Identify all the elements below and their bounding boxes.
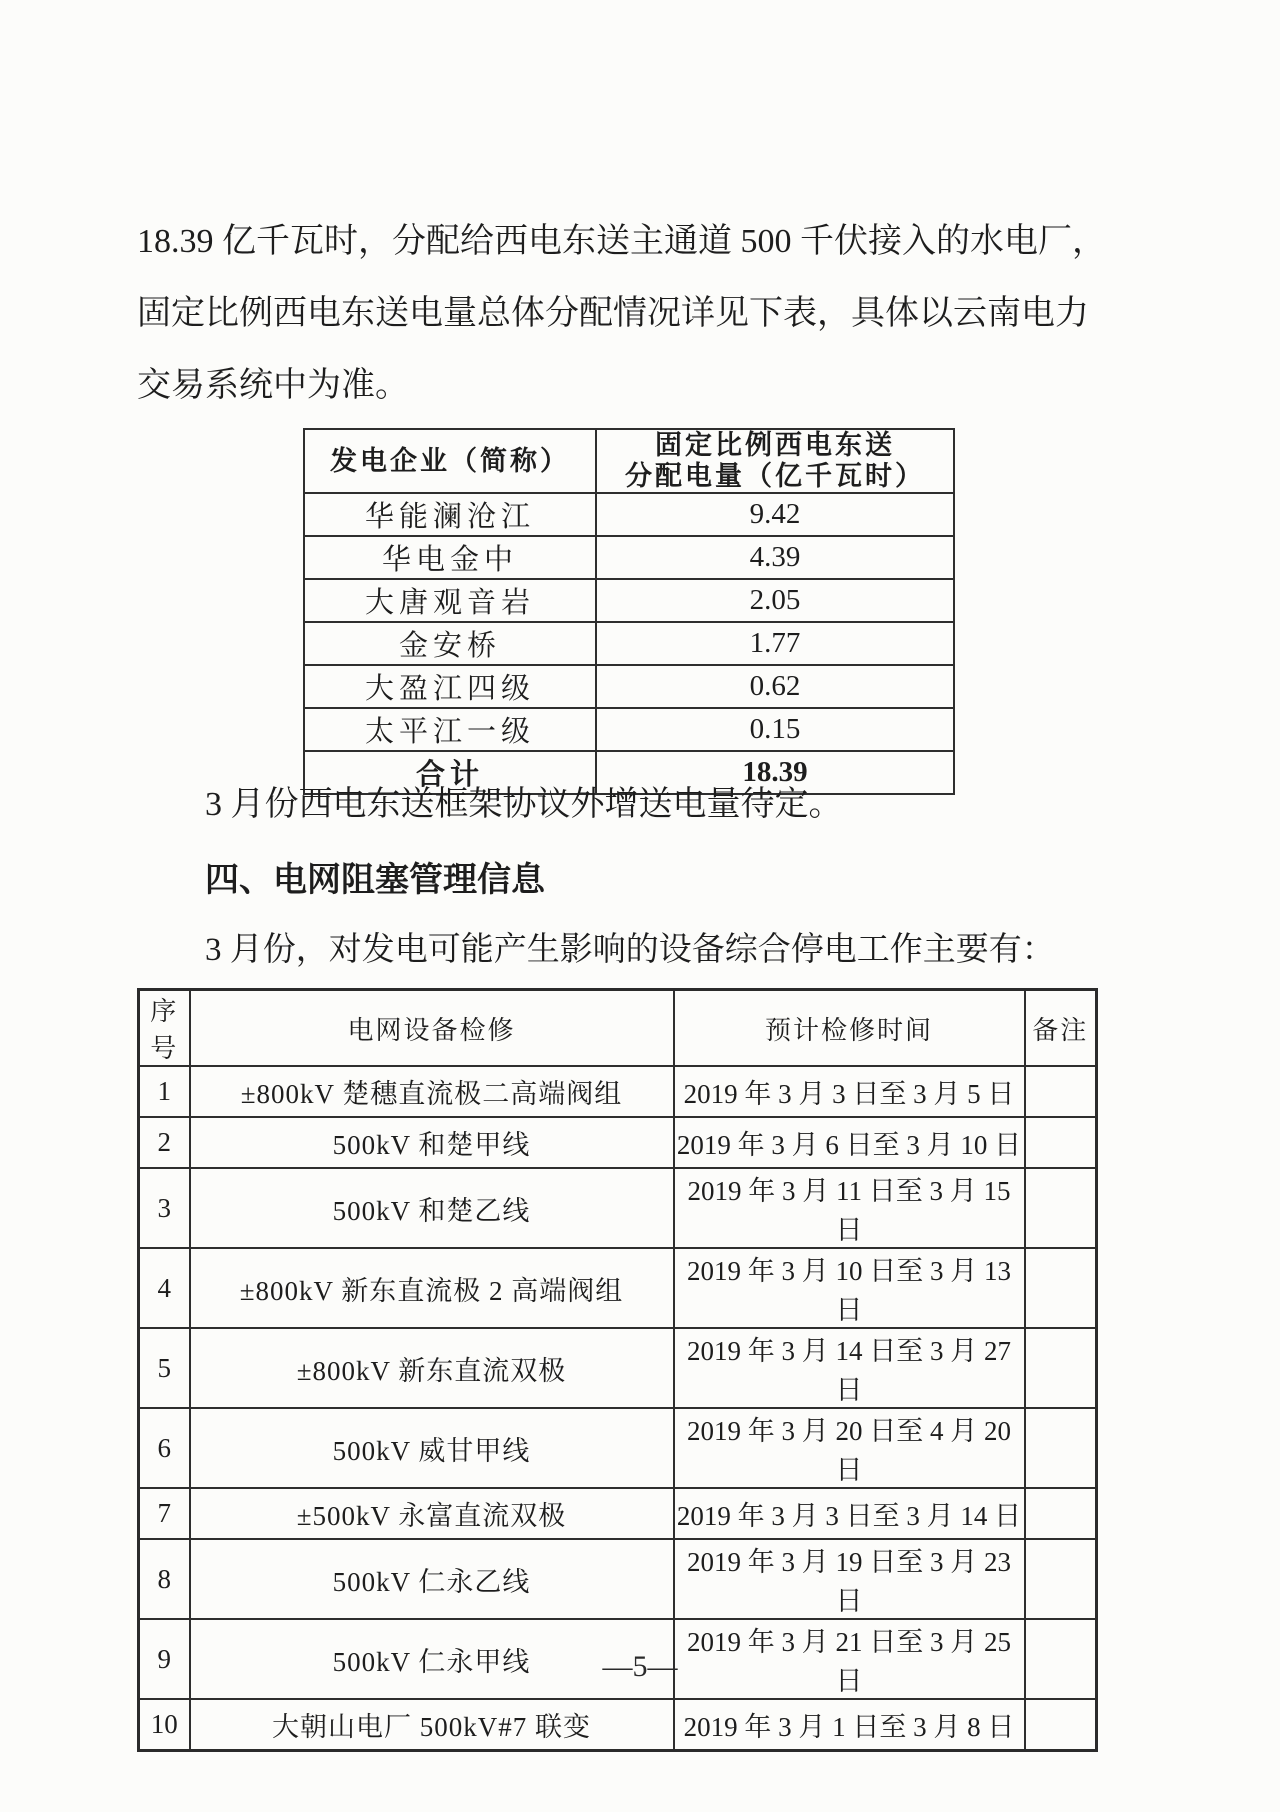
remark (1025, 1117, 1097, 1168)
total-label: 合计 (304, 751, 596, 794)
remark (1025, 1488, 1097, 1539)
allocation-header-amount-line2: 分配电量（亿千瓦时） (625, 461, 925, 491)
remark (1025, 1408, 1097, 1488)
allocated-amount: 9.42 (596, 493, 954, 536)
allocated-amount: 0.15 (596, 708, 954, 751)
allocation-row (304, 493, 954, 536)
allocation-row (304, 622, 954, 665)
maintenance-time: 2019 年 3 月 10 日至 3 月 13 日 (674, 1248, 1025, 1328)
company-name: 大盈江四级 (304, 665, 596, 708)
allocation-header-amount-line1: 固定比例西电东送 (655, 430, 895, 460)
maintenance-row (139, 1328, 1097, 1408)
maintenance-time: 2019 年 3 月 1 日至 3 月 8 日 (674, 1699, 1025, 1751)
allocated-amount: 4.39 (596, 536, 954, 579)
allocation-row (304, 579, 954, 622)
company-name: 大唐观音岩 (304, 579, 596, 622)
note-paragraph: 3 月份西电东送框架协议外增送电量待定。 (205, 786, 843, 823)
device-name: 500kV 仁永甲线 (190, 1619, 674, 1699)
maintenance-time: 2019 年 3 月 11 日至 3 月 15 日 (674, 1168, 1025, 1248)
total-value: 18.39 (596, 751, 954, 794)
allocation-row (304, 665, 954, 708)
maintenance-row (139, 1117, 1097, 1168)
device-name: 500kV 和楚乙线 (190, 1168, 674, 1248)
device-name: ±800kV 楚穗直流极二高端阀组 (190, 1066, 674, 1117)
row-number: 4 (139, 1248, 190, 1328)
page-number: —5— (602, 1650, 678, 1683)
device-name: 500kV 仁永乙线 (190, 1539, 674, 1619)
allocation-row (304, 536, 954, 579)
allocation-header-company: 发电企业（简称） (304, 429, 596, 493)
device-name: 500kV 和楚甲线 (190, 1117, 674, 1168)
maintenance-row (139, 1488, 1097, 1539)
intro-line-2: 固定比例西电东送电量总体分配情况详见下表，具体以云南电力 (137, 295, 1089, 332)
row-number: 10 (139, 1699, 190, 1751)
row-number: 5 (139, 1328, 190, 1408)
section-heading: 四、电网阻塞管理信息 (205, 861, 545, 899)
allocation-table (303, 428, 955, 795)
company-name: 华能澜沧江 (304, 493, 596, 536)
maintenance-row (139, 1248, 1097, 1328)
maintenance-row (139, 1168, 1097, 1248)
row-number: 7 (139, 1488, 190, 1539)
intro-line-1: 18.39 亿千瓦时，分配给西电东送主通道 500 千伏接入的水电厂， (137, 223, 1106, 260)
device-name: 大朝山电厂 500kV#7 联变 (190, 1699, 674, 1751)
company-name: 金安桥 (304, 622, 596, 665)
remark (1025, 1248, 1097, 1328)
maintenance-row (139, 1408, 1097, 1488)
remark (1025, 1328, 1097, 1408)
remark (1025, 1539, 1097, 1619)
header-time: 预计检修时间 (674, 990, 1025, 1067)
allocated-amount: 0.62 (596, 665, 954, 708)
remark (1025, 1699, 1097, 1751)
allocated-amount: 2.05 (596, 579, 954, 622)
company-name: 太平江一级 (304, 708, 596, 751)
allocation-row (304, 708, 954, 751)
maintenance-time: 2019 年 3 月 3 日至 3 月 5 日 (674, 1066, 1025, 1117)
intro-paragraph (137, 206, 1137, 422)
row-number: 1 (139, 1066, 190, 1117)
row-number: 3 (139, 1168, 190, 1248)
maintenance-row (139, 1699, 1097, 1751)
remark (1025, 1168, 1097, 1248)
maintenance-header-row (139, 990, 1097, 1067)
maintenance-time: 2019 年 3 月 3 日至 3 月 14 日 (674, 1488, 1025, 1539)
maintenance-time: 2019 年 3 月 21 日至 3 月 25 日 (674, 1619, 1025, 1699)
maintenance-table (137, 988, 1098, 1752)
allocated-amount: 1.77 (596, 622, 954, 665)
header-note: 备注 (1025, 990, 1097, 1067)
header-device: 电网设备检修 (190, 990, 674, 1067)
maintenance-row (139, 1066, 1097, 1117)
maintenance-time: 2019 年 3 月 14 日至 3 月 27 日 (674, 1328, 1025, 1408)
maintenance-time: 2019 年 3 月 20 日至 4 月 20 日 (674, 1408, 1025, 1488)
row-number: 2 (139, 1117, 190, 1168)
section-intro-paragraph: 3 月份，对发电可能产生影响的设备综合停电工作主要有： (205, 932, 1055, 968)
allocation-header-row (304, 429, 954, 493)
device-name: 500kV 威甘甲线 (190, 1408, 674, 1488)
company-name: 华电金中 (304, 536, 596, 579)
maintenance-time: 2019 年 3 月 19 日至 3 月 23 日 (674, 1539, 1025, 1619)
row-number: 9 (139, 1619, 190, 1699)
row-number: 8 (139, 1539, 190, 1619)
device-name: ±500kV 永富直流双极 (190, 1488, 674, 1539)
header-no: 序号 (139, 990, 190, 1067)
maintenance-time: 2019 年 3 月 6 日至 3 月 10 日 (674, 1117, 1025, 1168)
maintenance-row (139, 1539, 1097, 1619)
intro-line-3: 交易系统中为准。 (137, 367, 409, 404)
device-name: ±800kV 新东直流双极 (190, 1328, 674, 1408)
allocation-header-amount (596, 429, 954, 493)
row-number: 6 (139, 1408, 190, 1488)
device-name: ±800kV 新东直流极 2 高端阀组 (190, 1248, 674, 1328)
remark (1025, 1066, 1097, 1117)
